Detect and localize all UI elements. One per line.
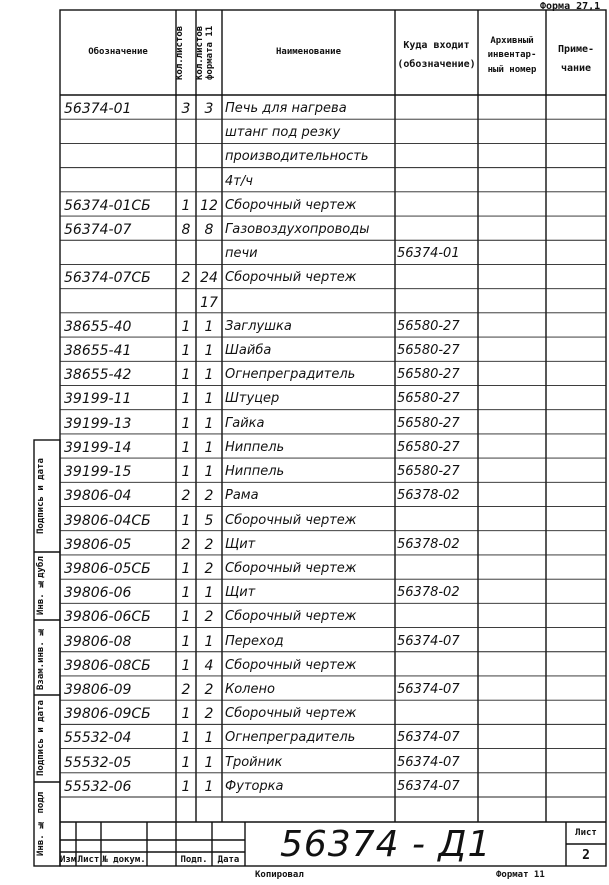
cell-fmt: 1 xyxy=(204,778,214,795)
cell-sheets: 1 xyxy=(181,706,191,723)
cell-fmt: 24 xyxy=(200,270,218,287)
cell-designation: 39199-13 xyxy=(64,415,132,432)
cell-name: производительность xyxy=(225,149,369,165)
cell-fmt: 2 xyxy=(204,681,214,698)
cell-used-in xyxy=(397,171,477,193)
cell-name: печи xyxy=(225,246,258,262)
cell-designation xyxy=(64,146,174,168)
cell-used-in xyxy=(397,703,477,725)
cell-sheets: 1 xyxy=(181,512,191,529)
tb-izm: Изм xyxy=(60,855,77,865)
cell-used-in: 56580-27 xyxy=(397,318,460,334)
cell-used-in xyxy=(397,606,477,628)
header-designation: Обозначение xyxy=(88,47,148,57)
cell-designation: 39199-11 xyxy=(64,391,132,408)
cell-name: 4т/ч xyxy=(225,173,253,189)
cell-sheets: 8 xyxy=(181,222,191,239)
cell-used-in: 56374-07 xyxy=(397,633,460,649)
cell-fmt: 5 xyxy=(204,512,214,529)
cell-sheets xyxy=(176,146,196,168)
cell-sheets xyxy=(176,243,196,265)
cell-fmt xyxy=(196,243,222,265)
cell-designation: 55532-04 xyxy=(64,730,132,747)
cell-sheets: 1 xyxy=(181,343,191,360)
cell-name: Сборочный чертеж xyxy=(225,512,357,528)
cell-used-in: 56374-01 xyxy=(397,246,460,262)
cell-fmt: 2 xyxy=(204,609,214,626)
cell-designation xyxy=(64,122,174,144)
cell-name: Штуцер xyxy=(225,391,280,407)
cell-used-in: 56580-27 xyxy=(397,439,460,455)
cell-sheets: 1 xyxy=(181,778,191,795)
cell-name: Сборочный чертеж xyxy=(225,609,357,625)
cell-name: Шайба xyxy=(225,343,272,359)
sidebar-inv-dubl: Инв. №дубл xyxy=(36,556,46,616)
cell-fmt: 2 xyxy=(204,560,214,577)
cell-used-in xyxy=(397,292,477,314)
cell-designation: 56374-07СБ xyxy=(64,270,151,287)
document-code: 56374 - Д1 xyxy=(280,824,492,865)
cell-used-in xyxy=(397,267,477,289)
cell-fmt: 2 xyxy=(204,536,214,553)
cell-designation: 39806-09СБ xyxy=(64,706,151,723)
cell-name: Переход xyxy=(225,633,284,649)
cell-name: Тройник xyxy=(225,754,283,770)
cell-sheets: 1 xyxy=(181,197,191,214)
cell-name: Гайка xyxy=(225,415,265,431)
cell-designation: 56374-01СБ xyxy=(64,197,151,214)
cell-used-in: 56580-27 xyxy=(397,415,460,431)
cell-fmt: 1 xyxy=(204,585,214,602)
cell-name: Огнепреградитель xyxy=(225,367,356,383)
cell-used-in: 56374-07 xyxy=(397,730,460,746)
cell-sheets: 1 xyxy=(181,560,191,577)
tb-sheet-number: 2 xyxy=(582,848,590,863)
cell-used-in: 56378-02 xyxy=(397,585,460,601)
cell-sheets xyxy=(176,292,196,314)
cell-used-in xyxy=(397,195,477,217)
cell-fmt: 1 xyxy=(204,318,214,335)
cell-designation: 39806-06 xyxy=(64,585,132,602)
cell-name: Ниппель xyxy=(225,464,285,480)
tb-data: Дата xyxy=(217,855,240,865)
cell-name: Ниппель xyxy=(225,439,285,455)
cell-sheets: 1 xyxy=(181,633,191,650)
cell-designation: 39806-04СБ xyxy=(64,512,151,529)
cell-sheets: 1 xyxy=(181,730,191,747)
cell-fmt: 2 xyxy=(204,488,214,505)
cell-fmt: 2 xyxy=(204,706,214,723)
cell-name: Сборочный чертеж xyxy=(225,657,357,673)
cell-name: Рама xyxy=(225,488,259,504)
cell-designation: 39806-08СБ xyxy=(64,657,151,674)
cell-designation: 38655-41 xyxy=(64,343,132,360)
cell-fmt: 1 xyxy=(204,633,214,650)
cell-used-in xyxy=(397,98,477,120)
cell-name: Огнепреградитель xyxy=(225,730,356,746)
cell-used-in: 56374-07 xyxy=(397,681,460,697)
header-name: Наименование xyxy=(275,47,342,57)
cell-fmt: 1 xyxy=(204,464,214,481)
cell-used-in xyxy=(397,122,477,144)
cell-used-in: 56378-02 xyxy=(397,536,460,552)
cell-sheets: 1 xyxy=(181,391,191,408)
cell-name: Сборочный чертеж xyxy=(225,270,357,286)
cell-sheets: 1 xyxy=(181,609,191,626)
cell-sheets: 1 xyxy=(181,464,191,481)
footer-format: Формат 11 xyxy=(496,870,545,880)
cell-designation: 39806-05СБ xyxy=(64,560,151,577)
cell-designation xyxy=(64,292,174,314)
cell-name: штанг под резку xyxy=(225,125,341,141)
cell-sheets: 3 xyxy=(181,101,191,117)
cell-fmt: 8 xyxy=(204,222,214,239)
cell-used-in: 56374-07 xyxy=(397,754,460,770)
footer-copied: Копировал xyxy=(255,870,304,880)
cell-fmt: 1 xyxy=(204,439,214,456)
cell-name: Щит xyxy=(225,536,256,552)
tb-doc-no: № докум. xyxy=(102,855,146,865)
cell-fmt: 1 xyxy=(204,391,214,408)
cell-designation: 38655-40 xyxy=(64,318,132,335)
cell-sheets: 2 xyxy=(181,488,191,505)
cell-fmt: 1 xyxy=(204,730,214,747)
cell-name xyxy=(225,292,393,314)
header-archive: Архивный инвентар- ный номер xyxy=(487,36,537,75)
cell-used-in xyxy=(397,146,477,168)
cell-sheets: 1 xyxy=(181,657,191,674)
cell-designation: 39806-09 xyxy=(64,681,132,698)
cell-fmt: 1 xyxy=(204,343,214,360)
cell-used-in xyxy=(397,655,477,677)
cell-designation xyxy=(64,171,174,193)
cell-sheets: 1 xyxy=(181,318,191,335)
cell-used-in: 56374-07 xyxy=(397,778,460,794)
cell-fmt xyxy=(196,122,222,144)
cell-sheets: 2 xyxy=(181,270,191,287)
cell-name: Колено xyxy=(225,681,275,697)
cell-sheets: 2 xyxy=(181,536,191,553)
cell-name: Газовоздухопроводы xyxy=(225,222,370,238)
cell-name: Сборочный чертеж xyxy=(225,560,357,576)
cell-designation: 39806-04 xyxy=(64,488,132,505)
cell-sheets: 1 xyxy=(181,367,191,384)
sidebar-podpis-data-1: Подпись и дата xyxy=(36,458,46,534)
cell-used-in: 56580-27 xyxy=(397,391,460,407)
cell-sheets: 1 xyxy=(181,754,191,771)
cell-designation: 39806-08 xyxy=(64,633,132,650)
cell-sheets: 1 xyxy=(181,439,191,456)
header-sheets: Кол.листов xyxy=(175,25,185,81)
sidebar-podpis-data-2: Подпись и дата xyxy=(36,700,46,777)
cell-fmt xyxy=(196,171,222,193)
cell-designation: 56374-01 xyxy=(64,101,132,117)
cell-used-in: 56580-27 xyxy=(397,464,460,480)
cell-fmt xyxy=(196,146,222,168)
cell-sheets: 1 xyxy=(181,415,191,432)
cell-sheets xyxy=(176,122,196,144)
cell-name: Печь для нагрева xyxy=(225,101,347,116)
cell-designation: 38655-42 xyxy=(64,367,132,384)
cell-fmt: 12 xyxy=(200,197,218,214)
header-note: Приме- чание xyxy=(557,44,595,74)
cell-sheets: 1 xyxy=(181,585,191,602)
cell-used-in xyxy=(397,558,477,580)
cell-name: Заглушка xyxy=(225,318,292,334)
tb-podp: Подп. xyxy=(180,855,208,865)
cell-designation: 55532-06 xyxy=(64,778,132,795)
cell-designation xyxy=(64,243,174,265)
cell-name: Сборочный чертеж xyxy=(225,197,357,213)
cell-designation: 55532-05 xyxy=(64,754,132,771)
sidebar-inv-podl: Инв. № подл xyxy=(36,791,46,857)
cell-used-in xyxy=(397,510,477,532)
cell-designation: 39199-14 xyxy=(64,439,132,456)
sidebar-vzam-inv: Взам.инв. № xyxy=(36,625,46,690)
cell-name: Сборочный чертеж xyxy=(225,706,357,722)
cell-fmt: 1 xyxy=(204,754,214,771)
cell-fmt: 4 xyxy=(204,657,214,674)
cell-used-in: 56580-27 xyxy=(397,343,460,359)
cell-designation: 56374-07 xyxy=(64,222,132,239)
cell-fmt: 1 xyxy=(204,367,214,384)
cell-fmt: 3 xyxy=(204,101,214,117)
cell-designation: 39199-15 xyxy=(64,464,132,481)
form-label: Форма 27,1 xyxy=(540,1,601,12)
cell-used-in: 56378-02 xyxy=(397,488,460,504)
header-used-in: Куда входит (обозначение) xyxy=(397,40,476,70)
cell-designation: 39806-05 xyxy=(64,536,132,553)
cell-name: Футорка xyxy=(225,778,284,794)
tb-list: Лист xyxy=(77,855,100,865)
header-sheets-format: Кол.листов формата 11 xyxy=(195,25,215,81)
cell-used-in xyxy=(397,219,477,241)
cell-sheets xyxy=(176,171,196,193)
cell-used-in: 56580-27 xyxy=(397,367,460,383)
cell-sheets: 2 xyxy=(181,681,191,698)
cell-fmt: 17 xyxy=(200,294,218,311)
cell-fmt: 1 xyxy=(204,415,214,432)
cell-designation: 39806-06СБ xyxy=(64,609,151,626)
tb-sheet-label: Лист xyxy=(575,828,597,838)
cell-name: Щит xyxy=(225,585,256,601)
